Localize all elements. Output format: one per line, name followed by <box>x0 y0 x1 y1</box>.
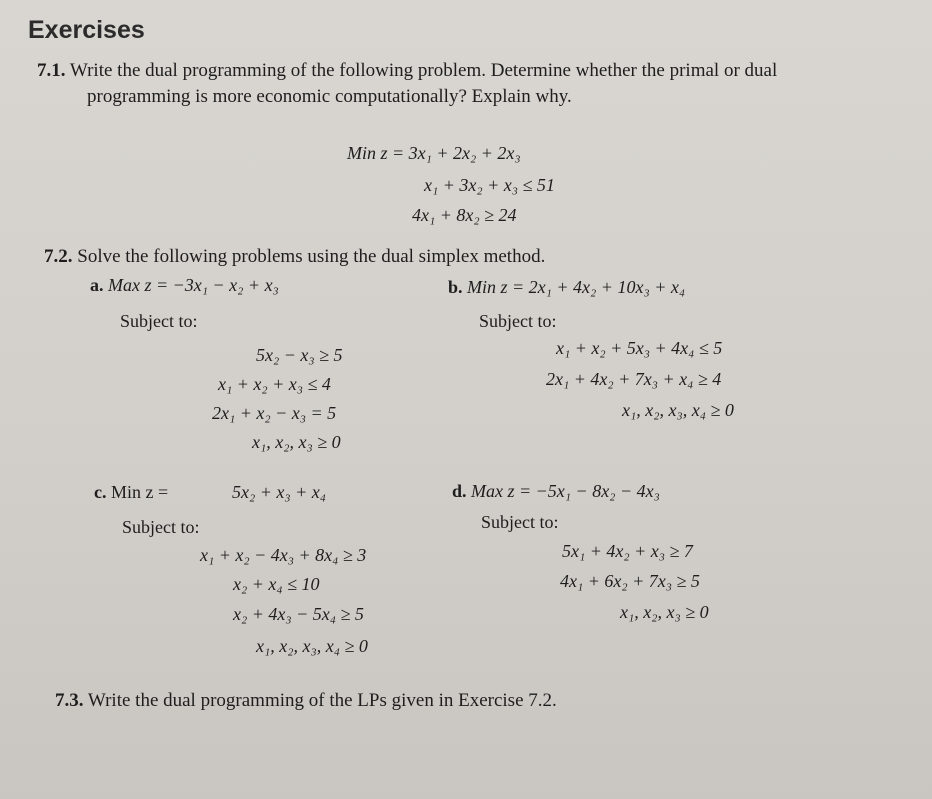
problem-label: d. <box>452 481 467 501</box>
objective-prefix: Min z = <box>111 482 169 502</box>
exercise-7-3 <box>55 690 557 712</box>
problem-label: a. <box>90 275 104 295</box>
constraint: x₁ + x₂ − 4x₃ + 8x₄ ≥ 3 <box>200 545 367 565</box>
problem-b <box>448 277 685 298</box>
problem-label: c. <box>94 482 107 502</box>
exercise-number: 7.3. <box>55 690 84 711</box>
exercise-text-line1: Write the dual programming of the following problem. Determine whether the primal or dual <box>69 60 778 81</box>
objective-function: Max z = −3x₁ − x₂ + x₃ <box>108 275 279 295</box>
subject-to-label: Subject to: <box>481 512 559 532</box>
exercise-number: 7.2. <box>44 246 73 267</box>
exercise-text: Solve the following problems using the dual simplex method. <box>77 246 546 267</box>
constraint: 2x₁ + 4x₂ + 7x₃ + x₄ ≥ 4 <box>546 369 722 389</box>
exercise-number: 7.1. <box>37 60 66 81</box>
constraint: 2x₁ + x₂ − x₃ = 5 <box>212 403 337 423</box>
constraint: x₁ + x₂ + x₃ ≤ 4 <box>218 374 331 394</box>
exercise-text: Write the dual programming of the LPs given in Exercise 7.2. <box>87 690 557 711</box>
subject-to-label: Subject to: <box>479 311 557 331</box>
exercise-text-line2: programming is more economic computationally? Explain why. <box>87 86 572 107</box>
problem-label: b. <box>448 277 463 297</box>
problem-a <box>90 275 279 296</box>
constraint: x₂ + x₄ ≤ 10 <box>233 574 320 594</box>
subject-to-label: Subject to: <box>120 311 198 331</box>
nonnegativity: x₁, x₂, x₃, x₄ ≥ 0 <box>256 636 368 656</box>
nonnegativity: x₁, x₂, x₃, x₄ ≥ 0 <box>622 400 734 420</box>
objective-function: 5x₂ + x₃ + x₄ <box>232 482 327 502</box>
problem-d <box>452 481 660 502</box>
constraint: 4x₁ + 8x₂ ≥ 24 <box>412 205 517 225</box>
problem-c <box>94 482 168 503</box>
objective-function: Min z = 2x₁ + 4x₂ + 10x₃ + x₄ <box>467 277 686 297</box>
constraint: x₁ + 3x₂ + x₃ ≤ 51 <box>424 175 555 195</box>
constraint: 5x₁ + 4x₂ + x₃ ≥ 7 <box>562 541 693 561</box>
constraint: 5x₂ − x₃ ≥ 5 <box>256 345 343 365</box>
constraint: 4x₁ + 6x₂ + 7x₃ ≥ 5 <box>560 571 700 591</box>
constraint: x₂ + 4x₃ − 5x₄ ≥ 5 <box>233 604 364 624</box>
nonnegativity: x₁, x₂, x₃ ≥ 0 <box>252 432 341 452</box>
exercise-7-2 <box>44 246 545 268</box>
objective-function: Max z = −5x₁ − 8x₂ − 4x₃ <box>471 481 660 501</box>
objective-function: Min z = 3x₁ + 2x₂ + 2x₃ <box>347 143 521 163</box>
constraint: x₁ + x₂ + 5x₃ + 4x₄ ≤ 5 <box>556 338 723 358</box>
section-heading: Exercises <box>28 16 145 44</box>
nonnegativity: x₁, x₂, x₃ ≥ 0 <box>620 602 709 622</box>
exercise-7-1 <box>37 60 777 82</box>
subject-to-label: Subject to: <box>122 517 200 537</box>
